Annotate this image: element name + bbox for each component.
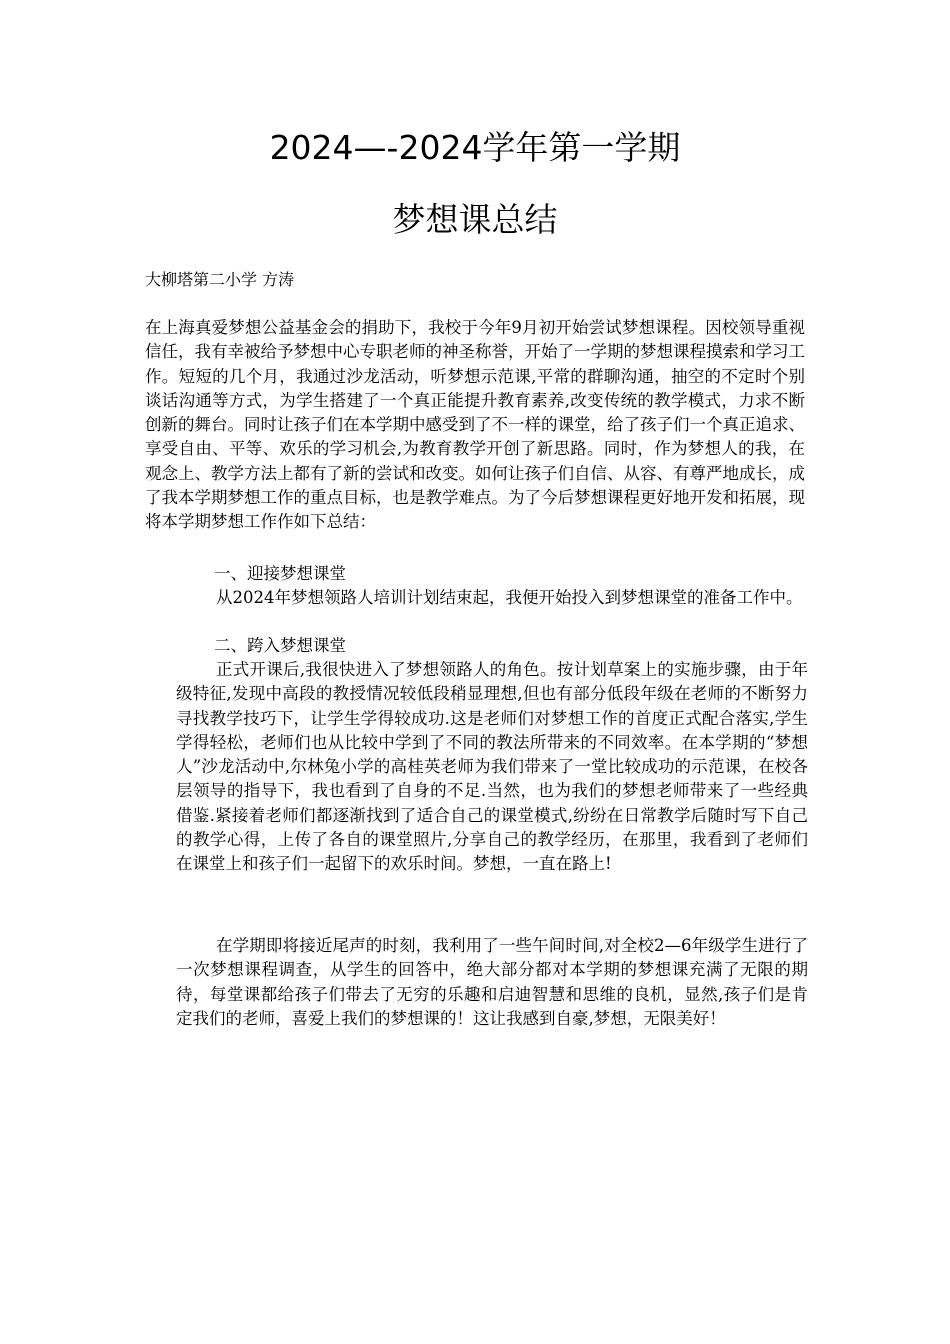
- document-title-line1: 2024—-2024学年第一学期: [269, 128, 681, 167]
- document-title-line2: 梦想课总结: [392, 200, 558, 239]
- section2-heading: 二、跨入梦想课堂: [214, 636, 346, 655]
- section2-paragraph1: 正式开课后,我很快进入了梦想领路人的角色。按计划草案上的实施步骤，由于年级特征,发现中高段的教授情况较低段稍显理想,但也有部分低段年级在老师的不断努力寻找教学技巧下，让学生学得较成功.这是老师们对梦想工作的首度正式配合落实,学生学得轻松，老师们也从比较中学到了不同的教法所带来的不同效率。在本学期的“梦想人”沙龙活动中,尔林兔小学的高桂英老师为我们带来了一堂比较成功的示范课，在校各层领导的指导下，我也看到了自身的不足.当然，也为我们的梦想老师带来了一些经典借鉴.紧接着老师们都逐渐找到了适合自己的课堂模式,纷纷在日常教学后随时写下自己的教学心得，上传了各自的课堂照片,分享自己的教学经历，在那里，我看到了老师们在课堂上和孩子们一起留下的欢乐时间。梦想，一直在路上!: [176, 660, 808, 874]
- section2-paragraph2: 在学期即将接近尾声的时刻，我利用了一些午间时间,对全校2—6年级学生进行了一次梦想课程调查，从学生的回答中，绝大部分都对本学期的梦想课充满了无限的期待，每堂课都给孩子们带去了无穷的乐趣和启迪智慧和思维的良机，显然,孩子们是肯定我们的老师，喜爱上我们的梦想课的！这让我感到自豪,梦想，无限美好！: [176, 936, 808, 1028]
- intro-paragraph: 在上海真爱梦想公益基金会的捐助下，我校于今年9月初开始尝试梦想课程。因校领导重视信任，我有幸被给予梦想中心专职老师的神圣称誉，开始了一学期的梦想课程摸索和学习工作。短短的几个月，我通过沙龙活动，听梦想示范课,平常的群聊沟通，抽空的不定时个别谈话沟通等方式，为学生搭建了一个真正能提升教育素养,改变传统的教学模式，力求不断创新的舞台。同时让孩子们在本学期中感受到了不一样的课堂，给了孩子们一个真正追求、享受自由、平等、欢乐的学习机会,为教育教学开创了新思路。同时，作为梦想人的我，在观念上、教学方法上都有了新的尝试和改变。如何让孩子们自信、从容、有尊严地成长，成了我本学期梦想工作的重点目标，也是教学难点。为了今后梦想课程更好地开发和拓展，现将本学期梦想工作作如下总结：: [145, 318, 805, 532]
- section1-paragraph: 从2024年梦想领路人培训计划结束起，我便开始投入到梦想课堂的准备工作中。: [216, 588, 803, 607]
- author-line: 大柳塔第二小学 方涛: [145, 270, 295, 289]
- section1-heading: 一、迎接梦想课堂: [214, 564, 346, 583]
